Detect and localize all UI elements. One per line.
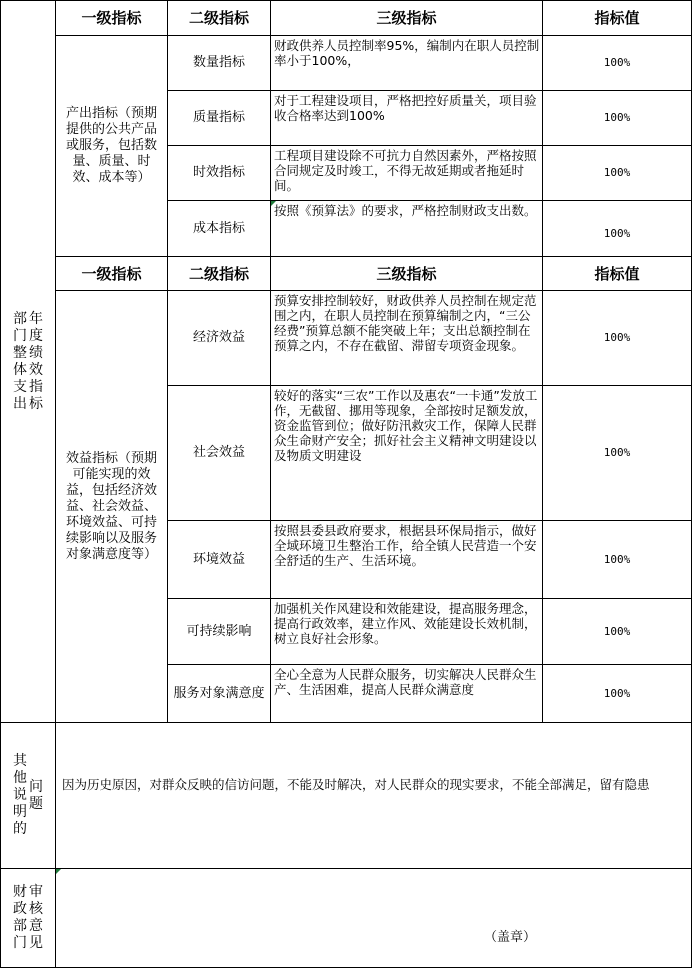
header-level3: 三级指标 [376, 264, 437, 283]
benefit-level3: 加强机关作风建设和效能建设，提高服务理念，提高行政效率，建立作风、效能建设长效机制，树立良好社会形象。 [274, 601, 537, 646]
cell-marker-icon [56, 869, 61, 874]
other-text: 因为历史原因，对群众反映的信访问题，不能及时解决，对人民群众的现实要求，不能全部满足，留有隐患 [62, 777, 650, 792]
output-level2: 时效指标 [192, 165, 245, 180]
benefit-level3: 全心全意为人民群众服务，切实解决人民群众生产、生活困难，提高人民群众满意度 [274, 667, 537, 697]
seal-label: （盖章） [483, 930, 536, 945]
header-value: 指标值 [594, 264, 640, 283]
finance-label-cell [1, 869, 55, 967]
header-value: 指标值 [594, 9, 640, 27]
output-level2: 成本指标 [192, 220, 245, 236]
header-level1: 一级指标 [81, 9, 142, 27]
header-level2: 二级指标 [188, 9, 249, 27]
output-level2: 质量指标 [192, 110, 245, 125]
header-level2: 二级指标 [188, 264, 249, 283]
section-sub-label: 年度绩效指标 [29, 310, 43, 412]
benefit-value: 100% [603, 331, 631, 344]
benefit-level3: 预算安排控制较好，财政供养人员控制在规定范围之内，在职人员控制在预算编制之内，“三公经费”预算总额不能突破上年；支出总额控制在预算之内，不存在截留、滞留专项资金现象。 [274, 293, 537, 353]
other-label-cell [1, 723, 55, 868]
other-sub-label: 问题 [29, 778, 43, 812]
output-level3: 按照《预算法》的要求，严格控制财政支出数。 [274, 203, 537, 218]
finance-sub-label: 审核意见 [29, 884, 43, 951]
benefit-level2: 社会效益 [192, 445, 245, 460]
output-value: 100% [603, 56, 631, 69]
output-value: 100% [603, 111, 631, 124]
section-label: 部门整体支出 [13, 310, 27, 412]
output-level2: 数量指标 [192, 55, 245, 70]
output-level3: 对于工程建设项目，严格把控好质量关，项目验收合格率达到100% [274, 93, 537, 123]
benefit-level3: 按照县委县政府要求，根据县环保局指示，做好全域环境卫生整治工作，给全镇人民营造一个安全舒适的生产、生活环境。 [274, 523, 537, 568]
grid-line [0, 722, 692, 723]
benefit-level2: 服务对象满意度 [173, 685, 265, 701]
benefit-value: 100% [603, 686, 631, 700]
benefit-level2: 可持续影响 [186, 623, 252, 639]
header-level1: 一级指标 [81, 264, 142, 283]
section-label-cell [1, 1, 55, 722]
grid-line [0, 868, 692, 869]
benefit-value: 100% [603, 624, 631, 638]
output-value: 100% [603, 227, 631, 240]
benefit-level2: 经济效益 [192, 330, 245, 345]
benefit-level3: 较好的落实“三农”工作以及惠农“一卡通”发放工作，无截留、挪用等现象，全部按时足额发放，资金监管到位；做好防汛救灾工作，保障人民群众生命财产安全；抓好社会主义精神文明建设以及物质文明建设 [274, 388, 538, 463]
header-level3: 三级指标 [376, 9, 437, 27]
benefit-value: 100% [603, 552, 631, 566]
grid-line [55, 0, 56, 968]
output-value: 100% [603, 166, 631, 179]
benefit-level1: 效益指标（预期可能实现的效益，包括经济效益、社会效益、环境效益、可持续影响以及服务对象满意度等） [65, 450, 157, 562]
output-level1: 产出指标（预期提供的公共产品或服务，包括数量、质量、时效、成本等） [65, 106, 157, 185]
finance-label: 财政部门 [13, 884, 27, 951]
benefit-level2: 环境效益 [192, 551, 245, 567]
benefit-value: 100% [603, 446, 631, 459]
output-level3: 工程项目建设除不可抗力自然因素外，严格按照合同规定及时竣工，不得无故延期或者拖延时间。 [274, 148, 537, 193]
other-label: 其他说明的 [13, 753, 27, 837]
output-level3: 财政供养人员控制率95%，编制内在职人员控制率小于100%， [274, 38, 540, 68]
